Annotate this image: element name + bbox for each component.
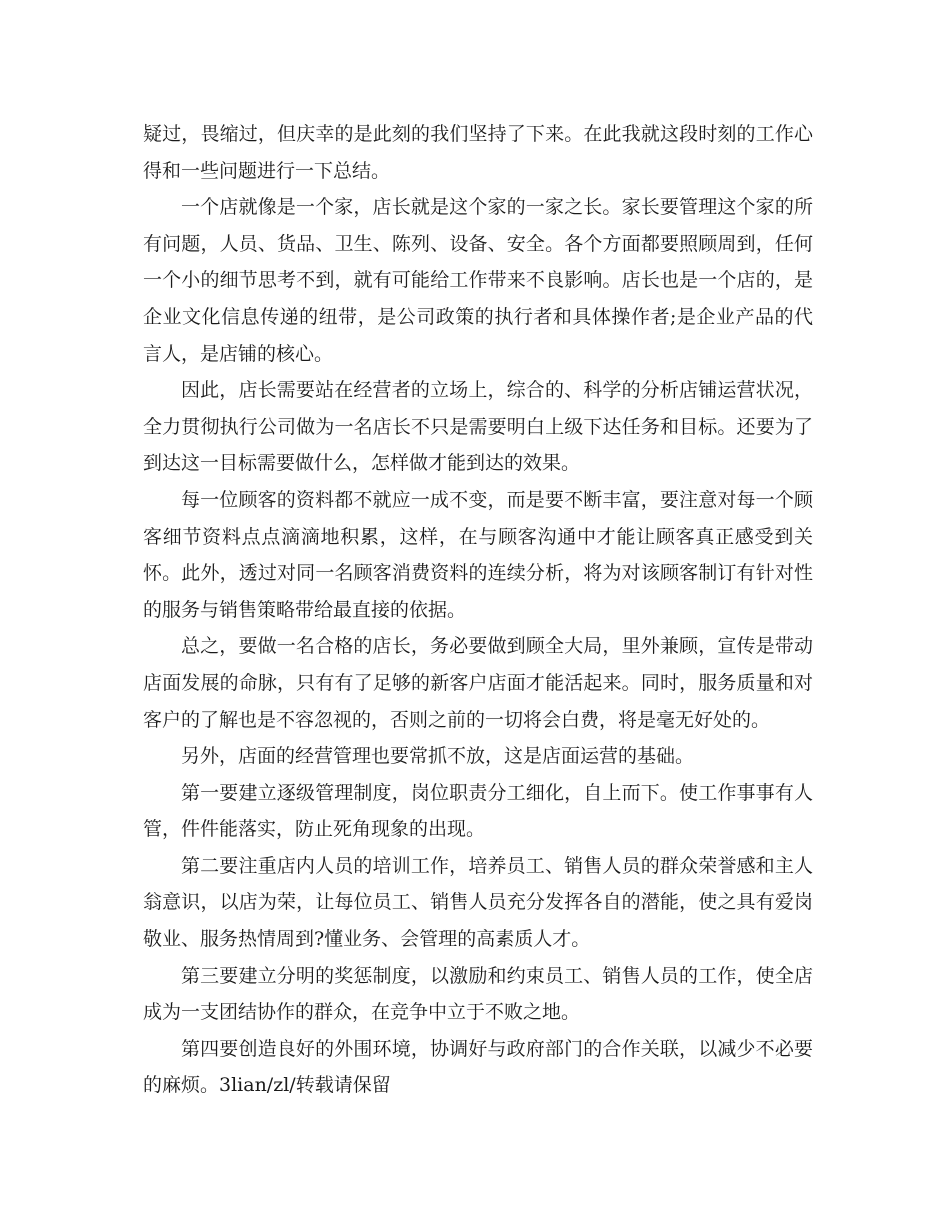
- paragraph-10: 第四要创造良好的外围环境，协调好与政府部门的合作关联，以减少不必要的麻烦。3lian/zl/转载请保留: [143, 1037, 813, 1097]
- paragraph-1: 疑过，畏缩过，但庆幸的是此刻的我们坚持了下来。在此我就这段时刻的工作心得和一些问题进行一下总结。: [143, 123, 813, 182]
- paragraph-3: 因此，店长需要站在经营者的立场上，综合的、科学的分析店铺运营状况，全力贯彻执行公司做为一名店长不只是需要明白上级下达任务和目标。还要为了到达这一目标需要做什么，怎样做才能到达的效果。: [143, 379, 813, 475]
- paragraph-2: 一个店就像是一个家，店长就是这个家的一家之长。家长要管理这个家的所有问题，人员、货品、卫生、陈列、设备、安全。各个方面都要照顾周到，任何一个小的细节思考不到，就有可能给工作带来不良影响。店长也是一个店的，是企业文化信息传递的纽带，是公司政策的执行者和具体操作者;是企业产品的代言人，是店铺的核心。: [143, 196, 813, 365]
- paragraph-9: 第三要建立分明的奖惩制度，以激励和约束员工、销售人员的工作，使全店成为一支团结协作的群众，在竞争中立于不败之地。: [143, 964, 813, 1024]
- paragraph-6: 另外，店面的经营管理也要常抓不放，这是店面运营的基础。: [181, 745, 695, 768]
- document-body: [143, 116, 813, 1104]
- paragraph-4: 每一位顾客的资料都不就应一成不变，而是要不断丰富，要注意对每一个顾客细节资料点点滴滴地积累，这样，在与顾客沟通中才能让顾客真正感受到关怀。此外，透过对同一名顾客消费资料的连续分析，将为对该顾客制订有针对性的服务与销售策略带给最直接的依据。: [143, 488, 813, 621]
- paragraph-7: 第一要建立逐级管理制度，岗位职责分工细化，自上而下。使工作事事有人管，件件能落实，防止死角现象的出现。: [143, 781, 813, 841]
- paragraph-5: 总之，要做一名合格的店长，务必要做到顾全大局，里外兼顾，宣传是带动店面发展的命脉，只有有了足够的新客户店面才能活起来。同时，服务质量和对客户的了解也是不容忽视的，否则之前的一切将会白费，将是毫无好处的。: [143, 635, 813, 731]
- paragraph-8: 第二要注重店内人员的培训工作，培养员工、销售人员的群众荣誉感和主人翁意识，以店为荣，让每位员工、销售人员充分发挥各自的潜能，使之具有爱岗敬业、服务热情周到?懂业务、会管理的高素质人才。: [143, 854, 813, 951]
